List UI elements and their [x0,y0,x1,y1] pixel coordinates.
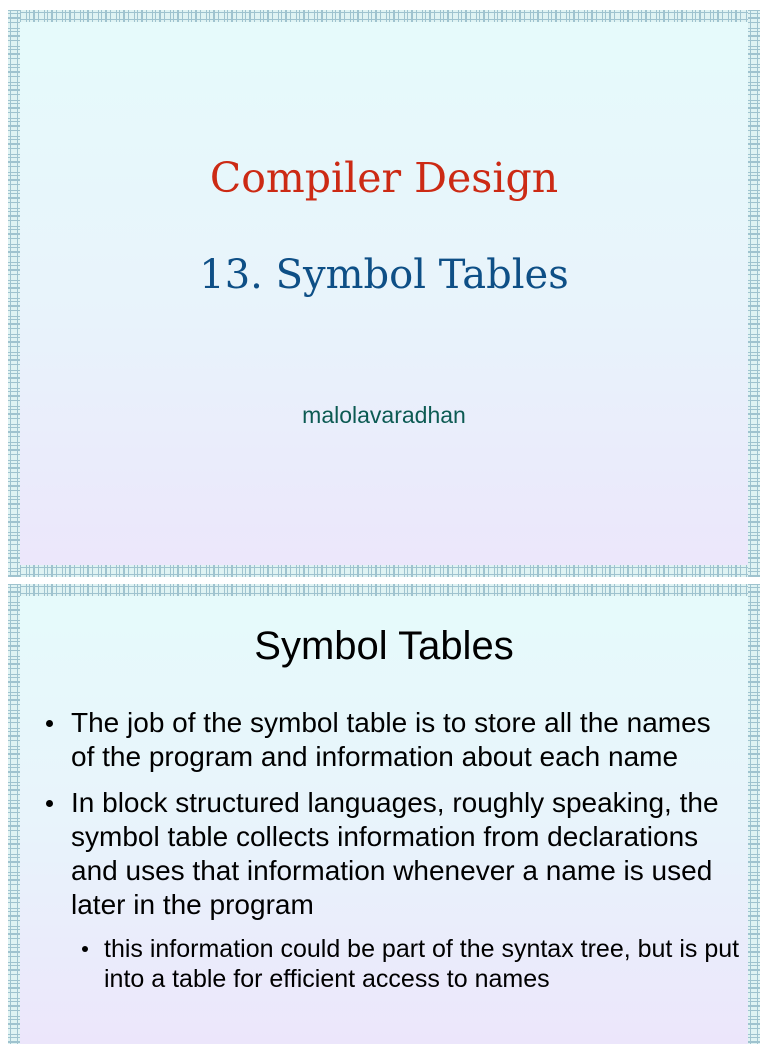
presentation-title: Compiler Design [209,154,559,202]
bullet-list [8,706,760,994]
slide-heading: Symbol Tables [254,624,514,668]
bullet-text: The job of the symbol table is to store all the names of the program and information about each name [71,707,711,772]
bullet-item [8,786,760,922]
slide-symbol-tables [8,584,760,1044]
presentation-subtitle: 13. Symbol Tables [199,252,569,298]
bullet-item [8,706,760,774]
bullet-icon [46,800,53,807]
sub-bullet-text: this information could be part of the syntax tree, but is put into a table for efficient access to names [104,935,740,993]
slide-border-bottom [8,565,760,577]
slide-border-top [8,10,760,22]
slide-border-top [8,584,760,596]
bullet-text: In block structured languages, roughly speaking, the symbol table collects information from declarations and uses that information whenever a name is used later in the program [71,787,719,920]
sub-bullet-item [8,934,760,994]
author-name: malolavaradhan [302,402,466,428]
slide-title [8,10,760,577]
bullet-icon [82,946,88,952]
bullet-icon [46,720,53,727]
